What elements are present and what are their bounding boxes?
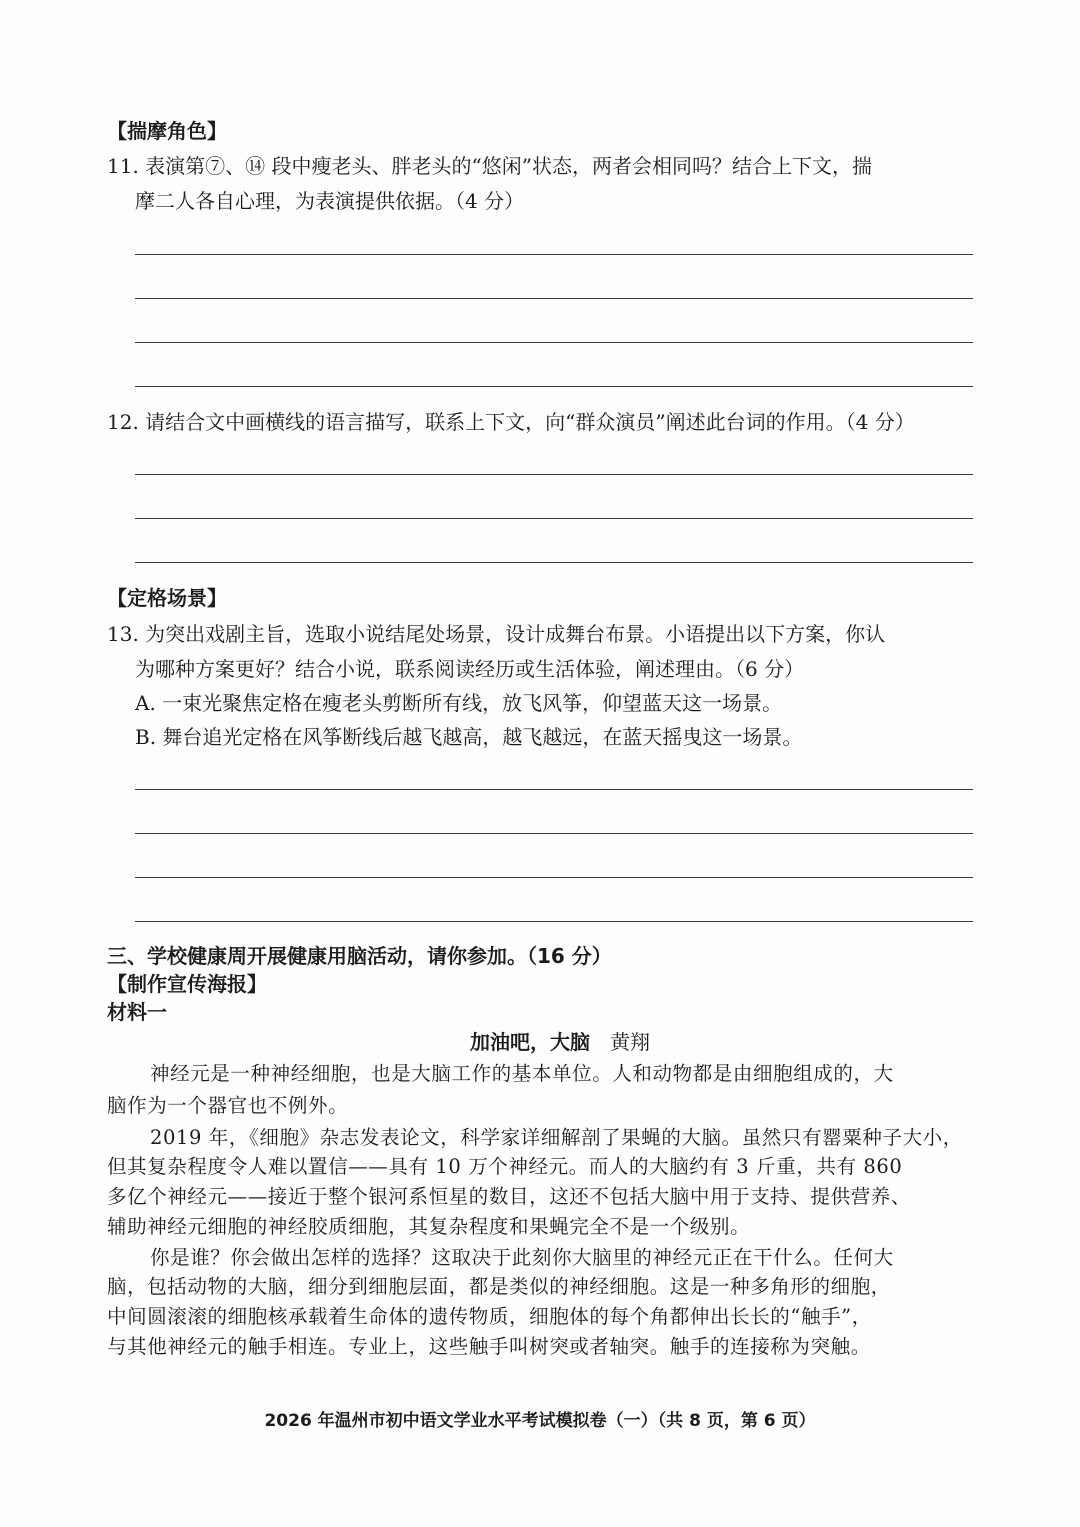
passage-line: 与其他神经元的触手相连。专业上，这些触手叫树突或者轴突。触手的连接称为突触。 xyxy=(107,1335,871,1358)
passage-line: 多亿个神经元——接近于整个银河系恒星的数目，这还不包括大脑中用于支持、提供营养、 xyxy=(107,1185,912,1208)
article-title: 加油吧，大脑 xyxy=(470,1030,590,1054)
answer-line-q13-2[interactable] xyxy=(135,833,973,834)
passage-line: 但其复杂程度令人难以置信——具有 10 万个神经元。而人的大脑约有 3 斤重，共有 860 xyxy=(107,1155,903,1178)
answer-line-q13-3[interactable] xyxy=(135,877,973,878)
answer-line-q13-1[interactable] xyxy=(135,789,973,790)
answer-line-q13-4[interactable] xyxy=(135,921,973,922)
question-11-line-2: 摩二人各自心理，为表演提供依据。（4 分） xyxy=(135,189,525,213)
page-footer: 2026 年温州市初中语文学业水平考试模拟卷（一）（共 8 页，第 6 页） xyxy=(264,1411,816,1431)
answer-line-q11-1[interactable] xyxy=(135,254,973,255)
passage-line: 脑，包括动物的大脑，细分到细胞层面，都是类似的神经细胞。这是一种多角形的细胞， xyxy=(107,1275,891,1298)
passage-line: 2019 年，《细胞》杂志发表论文，科学家详细解剖了果蝇的大脑。虽然只有罂粟种子大小， xyxy=(150,1126,963,1149)
article-author: 黄翔 xyxy=(610,1030,650,1054)
passage-line: 脑作为一个器官也不例外。 xyxy=(107,1094,349,1117)
section-heading-scene: 【定格场景】 xyxy=(107,586,227,610)
question-12-line-1: 12. 请结合文中画横线的语言描写，联系上下文，向“群众演员”阐述此台词的作用。（4 分） xyxy=(107,410,915,434)
answer-line-q12-2[interactable] xyxy=(135,518,973,519)
answer-line-q12-3[interactable] xyxy=(135,562,973,563)
section-heading-characters: 【揣摩角色】 xyxy=(107,119,227,143)
article-title-line xyxy=(470,1026,650,1055)
question-13-line-2: 为哪种方案更好？结合小说，联系阅读经历或生活体验，阐述理由。（6 分） xyxy=(135,657,805,681)
answer-line-q11-4[interactable] xyxy=(135,386,973,387)
question-13-line-1: 13. 为突出戏剧主旨，选取小说结尾处场景，设计成舞台布景。小语提出以下方案，你认 xyxy=(107,622,886,646)
passage-line: 神经元是一种神经细胞，也是大脑工作的基本单位。人和动物都是由细胞组成的，大 xyxy=(150,1062,894,1085)
answer-line-q11-2[interactable] xyxy=(135,298,973,299)
material-label: 材料一 xyxy=(107,1000,167,1024)
passage-line: 辅助神经元细胞的神经胶质细胞，其复杂程度和果蝇完全不是一个级别。 xyxy=(107,1215,751,1238)
section-three-subheading: 【制作宣传海报】 xyxy=(107,972,267,996)
question-13-option-b: B. 舞台追光定格在风筝断线后越飞越高，越飞越远，在蓝天摇曳这一场景。 xyxy=(135,725,803,749)
question-11-line-1: 11. 表演第⑦、⑭ 段中瘦老头、胖老头的“悠闲”状态，两者会相同吗？结合上下文，揣 xyxy=(107,154,872,178)
answer-line-q11-3[interactable] xyxy=(135,342,973,343)
section-three-heading: 三、学校健康周开展健康用脑活动，请你参加。（16 分） xyxy=(107,944,612,968)
question-13-option-a: A. 一束光聚焦定格在瘦老头剪断所有线，放飞风筝，仰望蓝天这一场景。 xyxy=(135,691,783,715)
passage-line: 你是谁？你会做出怎样的选择？这取决于此刻你大脑里的神经元正在干什么。任何大 xyxy=(150,1246,894,1269)
passage-line: 中间圆滚滚的细胞核承载着生命体的遗传物质，细胞体的每个角都伸出长长的“触手”， xyxy=(107,1305,872,1328)
answer-line-q12-1[interactable] xyxy=(135,474,973,475)
